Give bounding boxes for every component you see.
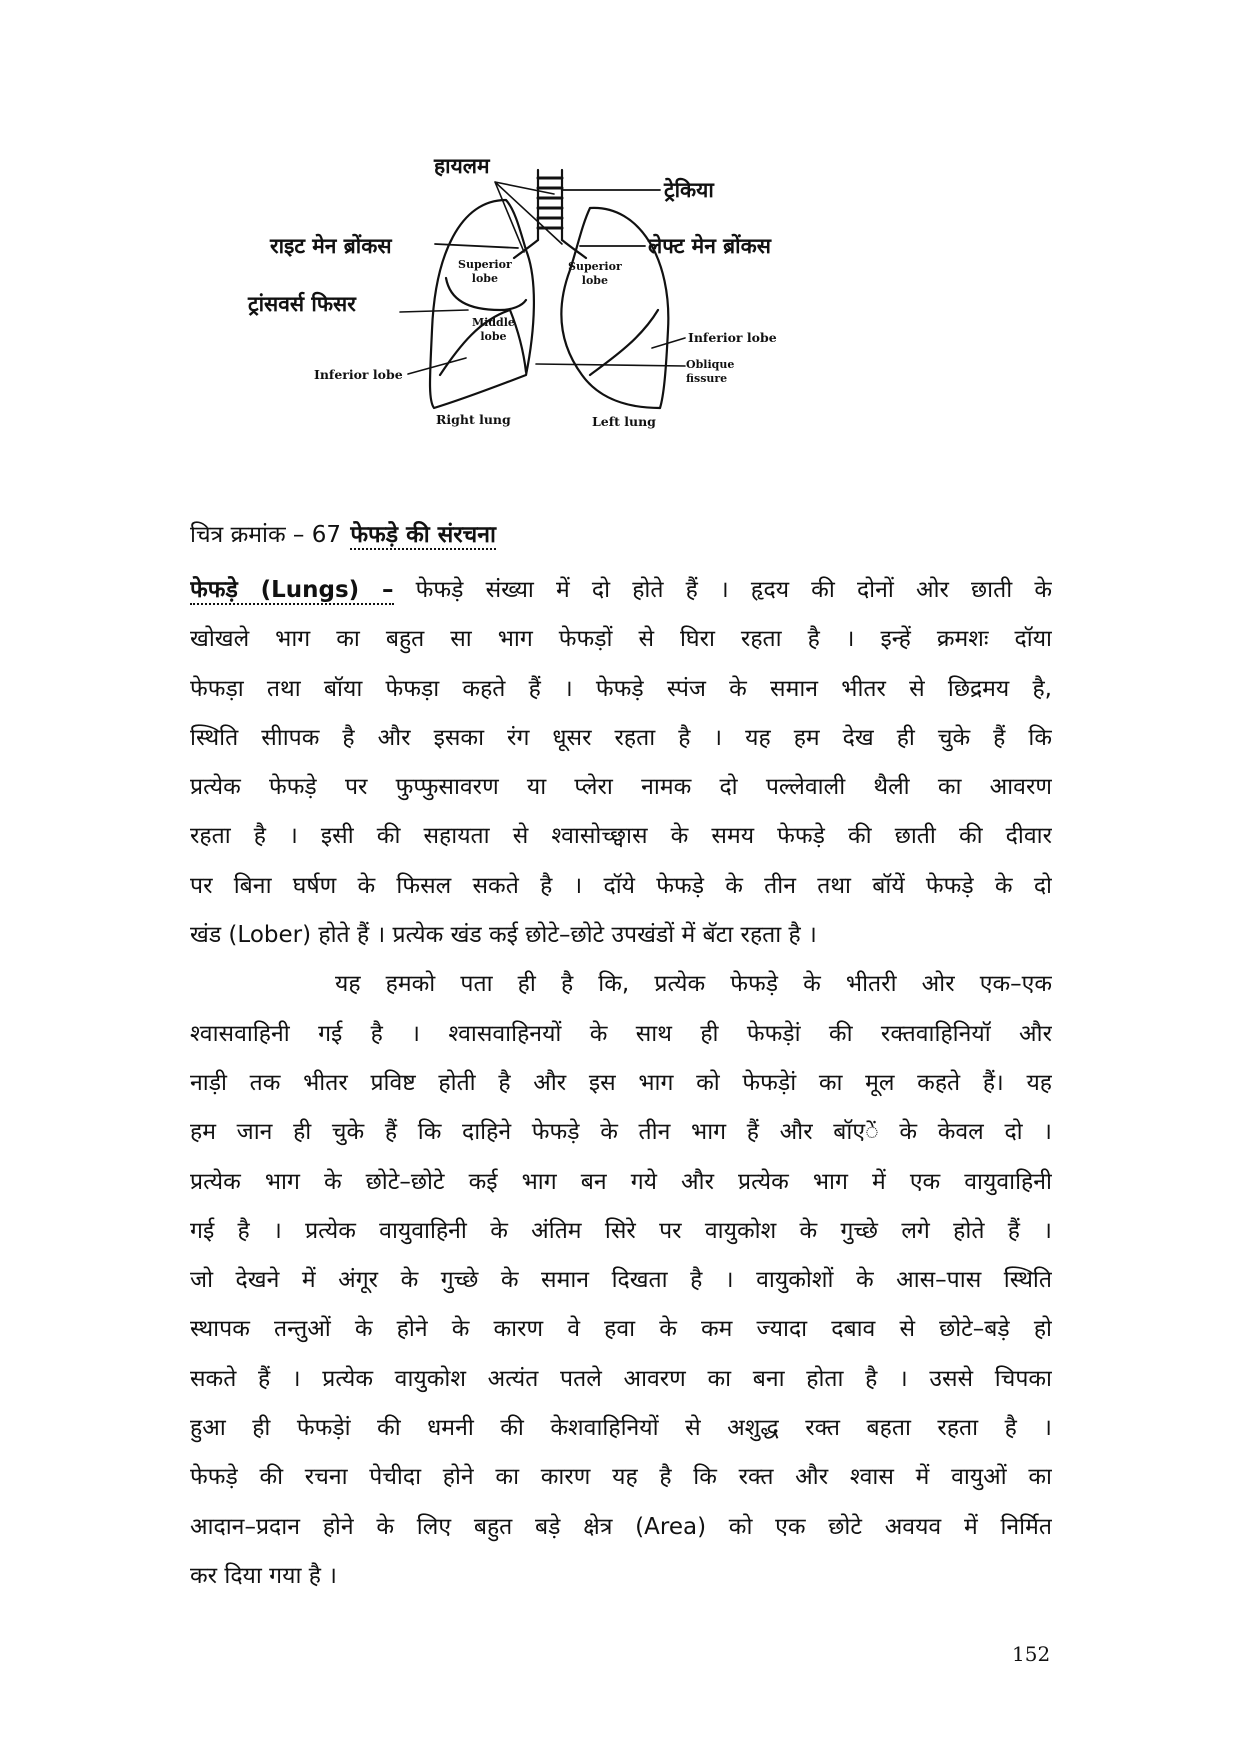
page-number: 152 <box>1012 1642 1051 1666</box>
right-lung-outline <box>430 200 534 408</box>
paragraph2-line-13: कर दिया गया है । <box>190 1562 337 1589</box>
paragraph2-line-11: फेफड़े की रचना पेचीदा होने का कारण यह है कि रक्त और श्वास में वायुओं का <box>190 1464 1052 1491</box>
figure-caption <box>190 520 496 550</box>
paragraph1-line-3: फेफड़ा तथा बॉया फेफड़ा कहते हैं । फेफड़े स्पंज के समान भीतर से छिद्रमय है, <box>190 675 1052 702</box>
lungs-diagram <box>300 160 980 490</box>
label-superior-lobe-right: Superior lobe <box>458 258 512 285</box>
paragraph2-line-12: आदान–प्रदान होने के लिए बहुत बड़े क्षेत्र (Area) को एक छोटे अवयव में निर्मित <box>190 1513 1052 1540</box>
caption-title: फेफड़े की संरचना <box>350 522 497 548</box>
label-right-lung: Right lung <box>436 412 511 427</box>
label-inferior-lobe-right: Inferior lobe <box>314 367 403 382</box>
paragraph2-line-5: प्रत्येक भाग के छोटे–छोटे कई भाग बन गये और प्रत्येक भाग में एक वायुवाहिनी <box>190 1168 1052 1195</box>
inferior-lobe-right-pointer <box>408 358 466 374</box>
label-left-main-bronchus: लेफ्ट मेन ब्रोंकस <box>648 234 771 258</box>
paragraph1-line-7: पर बिना घर्षण के फिसल सकते है । दॉये फेफड़े के तीन तथा बॉयें फेफड़े के दो <box>190 872 1052 899</box>
label-hyalam: हायलम <box>434 154 490 178</box>
label-trachea: ट्रेकिया <box>664 178 714 202</box>
label-left-lung: Left lung <box>592 414 656 429</box>
paragraph1-line-1: फेफड़े (Lungs) – फेफड़े संख्या में दो होते हैं । हृदय की दोनों ओर छाती के <box>190 577 1052 603</box>
paragraph2-line-6: गई है । प्रत्येक वायुवाहिनी के अंतिम सिरे पर वायुकोश के गुच्छे लगे होते हैं । <box>190 1217 1052 1244</box>
label-superior-lobe-left: Superior lobe <box>568 260 622 287</box>
oblique-fissure-pointer <box>536 364 685 366</box>
lungs-heading: फेफड़े (Lungs) – <box>190 577 394 603</box>
lungs-structure-figure <box>248 154 980 490</box>
paragraph2-line-9: सकते हैं । प्रत्येक वायुकोश अत्यंत पतले आवरण का बना होता है । उससे चिपका <box>190 1365 1052 1392</box>
body-text <box>190 566 1052 1601</box>
transverse-fissure-pointer <box>400 310 468 312</box>
paragraph2-line-10: हुआ ही फेफड़ेां की धमनी की केशवाहिनियों से अशुद्ध रक्त बहता रहता है । <box>190 1415 1052 1442</box>
paragraph1-line-2: खोखले भाग का बहुत सा भाग फेफड़ों से घिरा रहता है । इन्हें क्रमशः दॉया <box>190 626 1052 653</box>
label-right-main-bronchus: राइट मेन ब्रोंकस <box>270 234 392 258</box>
paragraph1-line-6: रहता है । इसी की सहायता से श्वासोच्छ्वास के समय फेफड़े की छाती की दीवार <box>190 823 1052 850</box>
paragraph2-line-8: स्थापक तन्तुओं के होने के कारण वे हवा के कम ज्यादा दबाव से छोटे–बड़े हो <box>190 1316 1052 1343</box>
caption-prefix: चित्र क्रमांक – 67 <box>190 522 341 548</box>
paragraph1-line-5: प्रत्येक फेफड़े पर फुप्फुसावरण या प्लेरा नामक दो पल्लेवाली थैली का आवरण <box>190 774 1052 801</box>
paragraph2-line-1: यह हमको पता ही है कि, प्रत्येक फेफड़े के भीतरी ओर एक–एक <box>335 971 1052 998</box>
paragraph1-line-8: खंड (Lober) होते हैं । प्रत्येक खंड कई छोटे–छोटे उपखंडों में बॅटा रहता है । <box>190 922 817 949</box>
paragraph2-line-3: नाड़ी तक भीतर प्रविष्ट होती है और इस भाग को फेफड़ेां का मूल कहते हैं। यह <box>190 1069 1052 1096</box>
label-transverse-fissure: ट्रांसवर्स फिसर <box>248 292 356 316</box>
paragraph2-line-4: हम जान ही चुके हैं कि दाहिने फेफड़े के तीन भाग हैं और बॉएें के केवल दो । <box>190 1119 1052 1146</box>
label-middle-lobe: Middle lobe <box>472 316 515 343</box>
paragraph2-line-2: श्वासवाहिनी गई है । श्वासवाहिनयों के साथ ही फेफड़ेां की रक्तवाहिनियॉ और <box>190 1020 1052 1047</box>
label-oblique-fissure: Oblique fissure <box>686 358 735 385</box>
label-inferior-lobe-left: Inferior lobe <box>688 330 777 345</box>
paragraph2-line-7: जो देखने में अंगूर के गुच्छे के समान दिखता है । वायुकोशों के आस–पास स्थिति <box>190 1267 1052 1294</box>
paragraph1-line-4: स्थिति सीापक है और इसका रंग धूसर रहता है । यह हम देख ही चुके हैं कि <box>190 724 1052 751</box>
